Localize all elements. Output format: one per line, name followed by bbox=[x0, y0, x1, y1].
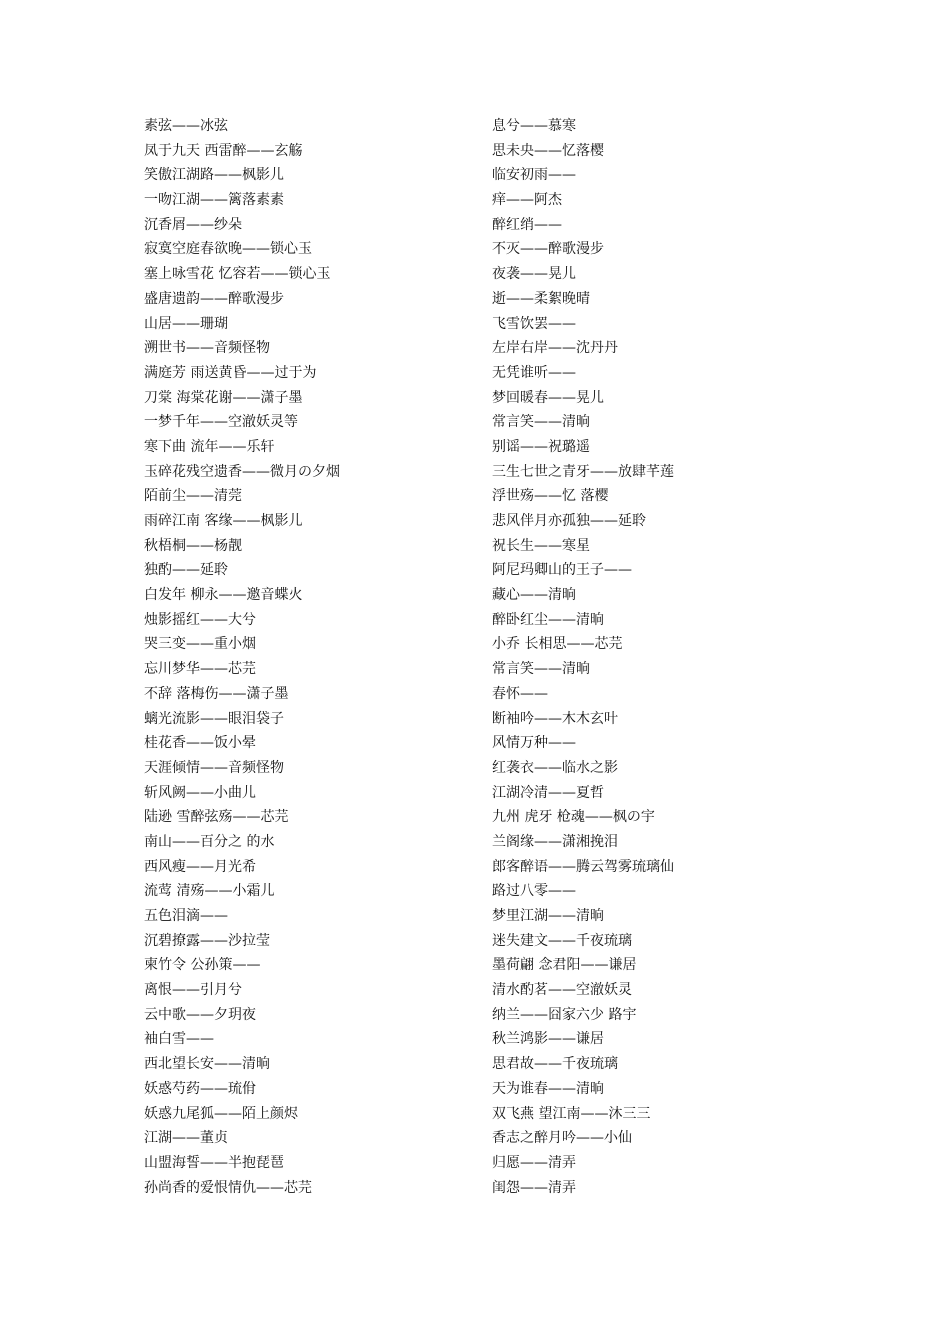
list-item: 无凭谁听—— bbox=[492, 364, 576, 381]
list-item: 路过八零—— bbox=[492, 883, 576, 900]
list-item: 逝——柔絮晚晴 bbox=[492, 290, 590, 307]
list-item: 满庭芳 雨送黄昏——过于为 bbox=[144, 364, 317, 381]
list-item: 西北望长安——清晌 bbox=[144, 1056, 270, 1073]
list-item: 孙尚香的爱恨情仇——芯芫 bbox=[144, 1179, 312, 1196]
list-item: 素弦——冰弦 bbox=[144, 118, 228, 134]
list-item: 祝长生——寒星 bbox=[492, 537, 590, 554]
list-item: 墨荷翩 念君阳——谦居 bbox=[492, 957, 637, 974]
list-item: 郎客醉语——腾云驾雾琉璃仙 bbox=[492, 858, 674, 875]
list-item: 独酌——延聆 bbox=[144, 562, 228, 579]
list-item: 纳兰——囧家六少 路宇 bbox=[492, 1006, 637, 1023]
list-item: 醉卧红尘——清晌 bbox=[492, 611, 604, 628]
list-item: 九州 虎牙 枪魂——枫の宇 bbox=[492, 809, 655, 826]
list-item: 兰阁缘——潇湘挽泪 bbox=[492, 833, 618, 850]
list-item: 哭三变——重小烟 bbox=[144, 636, 256, 653]
list-item: 云中歌——夕玥夜 bbox=[144, 1006, 256, 1023]
list-item: 笑傲江湖路——枫影儿 bbox=[144, 167, 284, 184]
list-item: 归愿——清弄 bbox=[492, 1154, 576, 1171]
list-item: 迷失建文——千夜琉璃 bbox=[492, 932, 632, 949]
list-item: 螭光流影——眼泪袋子 bbox=[144, 710, 284, 727]
list-item: 塞上咏雪花 忆容若——锁心玉 bbox=[144, 266, 331, 283]
list-item: 断袖吟——木木玄叶 bbox=[492, 710, 618, 727]
list-item: 天涯倾情——音频怪物 bbox=[144, 759, 284, 776]
list-item: 妖惑芍药——琉佾 bbox=[144, 1080, 256, 1097]
list-item: 夜袭——晃儿 bbox=[492, 266, 576, 283]
list-item: 风情万种—— bbox=[492, 735, 576, 752]
list-item: 常言笑——清晌 bbox=[492, 414, 590, 431]
list-item: 忘川梦华——芯芫 bbox=[144, 661, 256, 678]
list-item: 三生七世之青牙——放肆芊莲 bbox=[492, 463, 674, 480]
list-item: 寒下曲 流年——乐轩 bbox=[144, 438, 275, 455]
list-item: 红袭衣——临水之影 bbox=[492, 759, 618, 776]
list-item: 沉香屑——纱朵 bbox=[144, 216, 242, 233]
list-item: 流莺 清殇——小霜儿 bbox=[144, 883, 275, 900]
list-item: 妖惑九尾狐——陌上颜烬 bbox=[144, 1105, 298, 1122]
list-item: 左岸右岸——沈丹丹 bbox=[492, 340, 618, 357]
list-item: 不辞 落梅伤——潇子墨 bbox=[144, 685, 289, 702]
list-item: 悲风伴月亦孤独——延聆 bbox=[492, 513, 646, 529]
list-item: 刀棠 海棠花谢——潇子墨 bbox=[144, 389, 303, 406]
list-item: 临安初雨—— bbox=[492, 167, 576, 184]
list-item: 山盟海誓——半抱琵琶 bbox=[144, 1154, 284, 1171]
list-item: 山居——珊瑚 bbox=[144, 315, 228, 332]
list-item: 阿尼玛卿山的王子—— bbox=[492, 562, 632, 579]
list-item: 离恨——引月兮 bbox=[144, 982, 242, 999]
list-item: 江湖——董贞 bbox=[144, 1130, 228, 1147]
list-item: 桂花香——饭小晕 bbox=[144, 735, 256, 752]
list-item: 别谣——祝璐遥 bbox=[492, 438, 590, 455]
list-item: 醉红绡—— bbox=[492, 216, 562, 233]
list-item: 浮世殇——忆 落樱 bbox=[492, 488, 609, 505]
list-item: 烛影摇红——大兮 bbox=[144, 611, 256, 628]
list-item: 不灭——醉歌漫步 bbox=[492, 241, 604, 258]
left-column-list bbox=[144, 114, 464, 1200]
list-item: 常言笑——清晌 bbox=[492, 661, 590, 678]
list-item: 香志之醉月吟——小仙 bbox=[492, 1130, 632, 1147]
list-item: 江湖冷清——夏哲 bbox=[492, 784, 604, 801]
list-item: 白发年 柳永——邀音蝶火 bbox=[144, 587, 303, 604]
list-item: 藏心——清晌 bbox=[492, 587, 576, 604]
list-item: 西风瘦——月光希 bbox=[144, 858, 256, 875]
list-item: 秋兰鸿影——谦居 bbox=[492, 1031, 604, 1048]
list-item: 雨碎江南 客缘——枫影儿 bbox=[144, 513, 303, 529]
list-item: 思未央——忆落樱 bbox=[492, 142, 604, 159]
list-item: 溯世书——音频怪物 bbox=[144, 340, 270, 357]
list-item: 陆逊 雪醉弦殇——芯芫 bbox=[144, 809, 289, 826]
list-item: 痒——阿杰 bbox=[492, 192, 562, 209]
list-item: 小乔 长相思——芯芫 bbox=[492, 636, 623, 653]
list-item: 梦里江湖——清晌 bbox=[492, 908, 604, 924]
list-item: 玉碎花残空遗香——微月の夕烟 bbox=[144, 463, 340, 480]
list-item: 沉碧撩露——沙拉莹 bbox=[144, 932, 270, 949]
list-item: 飞雪饮罢—— bbox=[492, 315, 576, 332]
list-item: 袖白雪—— bbox=[144, 1031, 214, 1048]
list-item: 一吻江湖——篱落素素 bbox=[144, 192, 284, 209]
list-item: 天为谁春——清晌 bbox=[492, 1080, 604, 1097]
list-item: 寂寞空庭春欲晚——锁心玉 bbox=[144, 241, 312, 258]
list-item: 息兮——慕寒 bbox=[492, 118, 576, 134]
list-item: 陌前尘——清莞 bbox=[144, 488, 242, 505]
list-item: 清水酌茗——空澈妖灵 bbox=[492, 982, 632, 999]
list-item: 梦回暖春——晃儿 bbox=[492, 389, 604, 406]
list-item: 一梦千年——空澈妖灵等 bbox=[144, 414, 298, 431]
list-item: 南山——百分之 的水 bbox=[144, 833, 275, 850]
list-item: 盛唐遗韵——醉歌漫步 bbox=[144, 290, 284, 307]
list-item: 凤于九天 西雷醉——玄觞 bbox=[144, 142, 303, 159]
list-item: 斩风阙——小曲儿 bbox=[144, 784, 256, 801]
right-column-list bbox=[492, 114, 822, 1200]
list-item: 柬竹令 公孙策—— bbox=[144, 957, 261, 974]
list-item: 双飞燕 望江南——沐三三 bbox=[492, 1105, 651, 1122]
list-item: 闺怨——清弄 bbox=[492, 1179, 576, 1196]
list-item: 思君故——千夜琉璃 bbox=[492, 1056, 618, 1073]
list-item: 春怀—— bbox=[492, 685, 548, 702]
list-item: 五色泪滴—— bbox=[144, 908, 228, 924]
list-item: 秋梧桐——杨靓 bbox=[144, 537, 242, 554]
